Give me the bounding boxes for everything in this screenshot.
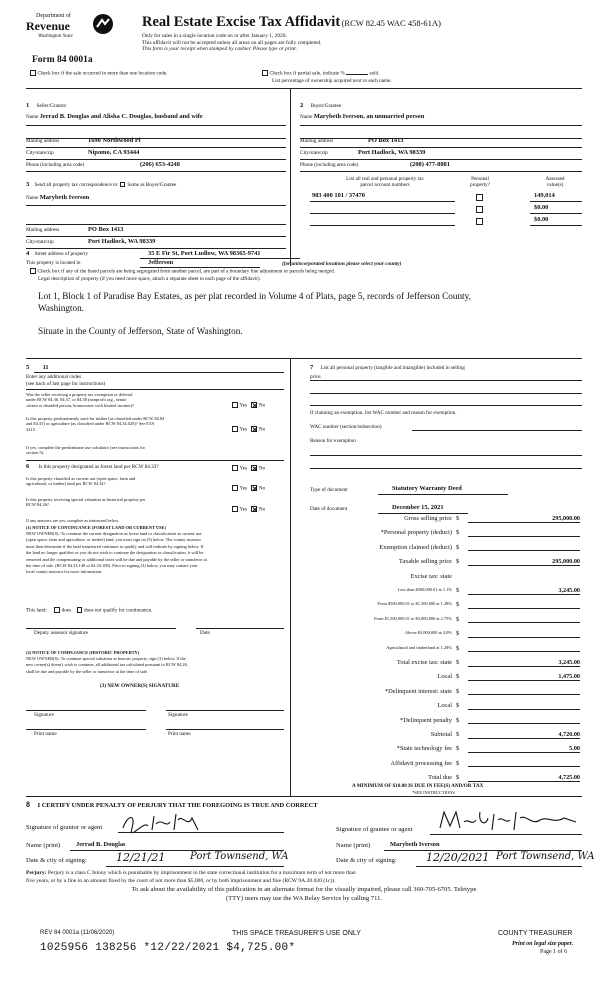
notice1-line: the time of sale. (RCW 84.33.140 or 84.34.108). Prior to signing (3) below, you may contact your: [26, 562, 198, 568]
tax-row-amount[interactable]: 3,245.00: [468, 659, 580, 667]
buyer-city-field[interactable]: Port Hadlock, WA 98339: [358, 149, 426, 156]
correspondence-name-row: [26, 194, 89, 202]
q2-line1: Is this property predominantly used for timber (as classified under RCW 84.84: [26, 416, 165, 421]
tax-row-label: Less than $500,000.01 at 1.1%: [397, 587, 452, 592]
dollar-sign: $: [456, 687, 460, 695]
form-notice-1: Only for sales in a single location code on or after January 1, 2020.: [142, 33, 287, 40]
tax-row: [310, 573, 580, 581]
historic-yes-checkbox[interactable]: [232, 506, 238, 512]
perjury-text-1: Perjury is a class C felony which is punishable by imprisonment in the state correctional institution for a maximum term of not more than: [47, 870, 356, 876]
segregated-row: [30, 268, 590, 275]
seller-city-label: City/state/zip: [26, 150, 54, 156]
q-current-use-line1: Is this property classified as current use (open space, farm and: [26, 476, 136, 481]
dor-state-label: Washington State: [38, 34, 73, 39]
tax-row-amount[interactable]: 295,000.00: [468, 558, 580, 566]
tax-row-label: Above $3,000,000 at 3.0%: [404, 630, 452, 636]
document-type-field[interactable]: Statutory Warranty Deed: [392, 485, 462, 492]
calc-note-line2: section 5).: [26, 450, 45, 456]
street-address-field[interactable]: 35 E Fir St, Port Ludlow, WA 98365-9741: [148, 250, 261, 257]
q2-line3: 3215.: [26, 426, 36, 432]
tax-row-amount[interactable]: 5.00: [468, 745, 580, 753]
section5-number: 5: [26, 364, 30, 371]
current-use-yes-checkbox[interactable]: [232, 485, 238, 491]
seller-section-number: 1: [26, 102, 30, 109]
located-in-field[interactable]: Jefferson: [148, 259, 174, 266]
assessed-header-line2: value(s): [546, 182, 564, 189]
seller-section-header: [26, 102, 66, 110]
historic-no-checkbox[interactable]: [251, 506, 257, 512]
dollar-sign: $: [456, 716, 460, 724]
notice-continuance-text: [26, 531, 288, 576]
forest-question: [26, 463, 159, 471]
q1-line3: citizen or disabled person, homeowner with limited income)?: [26, 402, 134, 408]
yes-label: Yes: [239, 485, 248, 492]
no-label: No: [258, 465, 266, 472]
partial-sale-row: [262, 70, 379, 77]
section7-header: [310, 364, 580, 372]
seller-name-field[interactable]: Jerrad B. Douglas and Alisha C. Douglas, husband and wife: [39, 113, 203, 120]
location-code-field[interactable]: 11: [42, 364, 49, 371]
tax-row-amount[interactable]: 1,475.00: [468, 673, 580, 681]
tax-row: [310, 774, 580, 782]
historic-yes-no: [232, 506, 265, 513]
no-label: No: [258, 426, 266, 433]
tax-row: [310, 673, 580, 681]
multi-location-checkbox[interactable]: [30, 70, 36, 76]
see-back-label: (see back of last page for instructions): [26, 381, 106, 387]
tax-row: [310, 659, 580, 667]
buyer-section-number: 2: [300, 102, 304, 109]
yes-label: Yes: [239, 465, 248, 472]
assessed-value-field[interactable]: 149,014: [534, 192, 555, 199]
grantor-date-label: Date & city of signing:: [26, 857, 87, 864]
grantor-signature-label: Signature of grantor or agent: [26, 824, 103, 831]
owner-signature-2-label: Signature: [168, 712, 188, 718]
tax-row-label: Exemption claimed (deduct): [379, 543, 452, 551]
form-notice-3: This form is your receipt when stamped by cashier. Please type or print.: [142, 46, 297, 53]
calc-note-line1: If yes, complete the predominate use calculator (see instructions for: [26, 445, 145, 450]
tax-row-amount[interactable]: [468, 616, 580, 624]
seller-name-row: [26, 113, 286, 121]
certify-row: [26, 800, 318, 810]
tax-row: [310, 645, 580, 653]
treasurer-use-only: THIS SPACE TREASURER'S USE ONLY: [232, 930, 361, 937]
deputy-date-label: Date: [200, 630, 210, 636]
notice1-line: must then determine if the land transferred continues to qualify and will indicate by signing below. If: [26, 543, 204, 549]
q1-line1: Was the seller receiving a property tax exemption or deferral: [26, 392, 133, 397]
segregated-checkbox[interactable]: [30, 268, 36, 274]
dollar-sign: $: [456, 659, 460, 666]
q2-line2: and 84.33) or agriculture (as classified under RCW 84.34.020)? See ETA: [26, 421, 155, 427]
dollar-sign: $: [456, 615, 460, 623]
owner-print-name-label: Print name: [34, 731, 57, 737]
alternate-format-line1: To ask about the availability of this publication in an alternate format for the visually impaired, please call 360-705-6705. Teletype: [131, 886, 477, 893]
multi-location-row: [30, 70, 167, 77]
buyer-name-label: Name: [300, 114, 313, 120]
tax-row: [310, 558, 580, 566]
q-historic-line2: RCW 84.26?: [26, 502, 49, 508]
tax-row: [310, 587, 580, 595]
same-as-buyer-checkbox[interactable]: [120, 182, 126, 188]
no-label: No: [258, 402, 266, 409]
does-not-qualify-checkbox[interactable]: [77, 607, 83, 613]
grantor-date-field[interactable]: 12/21/21: [116, 851, 166, 864]
alternate-format-note: [26, 886, 582, 904]
forest-yes-no: [232, 465, 265, 472]
dollar-sign: $: [456, 673, 460, 681]
tax-row-label: *State technology fee: [396, 745, 452, 753]
exemption-yes-checkbox[interactable]: [232, 402, 238, 408]
exemption-reason-label: Reason for exemption: [310, 438, 356, 444]
timber-question: [26, 416, 226, 432]
tax-row-amount[interactable]: [468, 717, 580, 725]
tax-row: [310, 601, 580, 609]
tax-row-label: Local: [437, 702, 452, 710]
tax-row-amount[interactable]: [468, 645, 580, 653]
county-treasurer: COUNTY TREASURER: [498, 930, 573, 937]
dollar-sign: $: [456, 731, 460, 738]
section8-number: 8: [26, 800, 30, 809]
yes-label: Yes: [239, 426, 248, 433]
section6-number: 6: [26, 463, 30, 470]
tax-row-label: From $500,000.01 to $1,500,000 at 1.28%: [377, 601, 452, 607]
dollar-sign: $: [456, 745, 460, 753]
q-historic-line1: Is this property receiving special valuation as historical property per: [26, 497, 146, 502]
owner-signature-label: Signature: [34, 712, 54, 718]
no-label: No: [258, 506, 266, 513]
located-in-label: This property is located in: [26, 260, 81, 266]
dollar-sign: $: [456, 630, 460, 638]
this-land-row: [26, 607, 152, 614]
forest-no-checkbox[interactable]: [251, 465, 257, 471]
minimum-fee-note: A MINIMUM OF $10.00 IS DUE IN FEE(S) AND/OR TAX: [352, 783, 484, 789]
personal-header-line2: property?: [470, 182, 490, 189]
assessed-value-field[interactable]: $0.00: [534, 216, 549, 223]
tax-row-amount[interactable]: 4,720.00: [468, 731, 580, 739]
dor-revenue-label: Revenue: [26, 19, 70, 33]
form-title-block: [142, 14, 582, 53]
seller-mailing-label: Mailing address: [26, 138, 60, 144]
document-type-label: Type of document: [310, 487, 348, 493]
unincorporated-note: (for unincorporated locations please select your county): [282, 261, 402, 267]
tax-row: [310, 515, 580, 523]
exemption-question: [26, 392, 226, 408]
assessed-header: [530, 176, 580, 188]
grantee-signature-scrawl: [436, 808, 582, 834]
notice2-line: shall be due and payable by the seller or transferor at the time of sale.: [26, 668, 149, 674]
seller-mailing-field[interactable]: 1690 Northwood Pl: [88, 137, 141, 144]
partial-sale-sold: sold.: [369, 70, 380, 77]
tax-row-amount[interactable]: 3,245.00: [468, 587, 580, 595]
exemption-claim-label: If claiming an exemption, list WAC number and reason for exemption.: [310, 410, 457, 416]
tax-row-amount[interactable]: [468, 688, 580, 696]
dollar-sign: $: [456, 702, 460, 710]
alternate-format-line2: (TTY) users may use the WA Relay Service by calling 711.: [225, 894, 383, 902]
tax-row-amount[interactable]: [468, 702, 580, 710]
tax-row-amount[interactable]: [468, 760, 580, 768]
partial-sale-label: Check box if partial sale, indicate %: [269, 70, 345, 77]
personal-property-checkbox[interactable]: [476, 194, 483, 201]
legal-description-text[interactable]: [38, 290, 583, 337]
correspondence-label: Send all property tax correspondence to:: [34, 182, 119, 188]
grantee-name-label: Name (print): [336, 842, 371, 849]
street-address-label: Street address of property: [34, 251, 89, 257]
if-yes-note: If any answers are yes, complete as instructed below.: [26, 518, 120, 523]
personal-property-checkbox[interactable]: [476, 218, 483, 225]
timber-no-checkbox[interactable]: [251, 426, 257, 432]
parcel-header-line1: List all real and personal property tax: [346, 176, 424, 182]
buyer-phone-field[interactable]: (208) 477-8081: [410, 161, 450, 168]
correspondence-row: [26, 181, 176, 189]
tax-row-label: Subtotal: [430, 731, 452, 738]
dollar-sign: $: [456, 558, 460, 566]
seller-city-field[interactable]: Nipomo, CA 93444: [88, 149, 140, 156]
tax-row-amount[interactable]: [468, 544, 580, 552]
does-label: does: [61, 607, 72, 614]
treasurer-stamp: 1025956 138256 *12/22/2021 $4,725.00*: [40, 942, 296, 954]
street-address-row: [26, 250, 88, 258]
tax-row-label: From $1,500,000.01 to $3,000,000 at 2.75%: [374, 615, 452, 621]
partial-sale-list-note: List percentage of ownership acquired next to each name.: [272, 78, 392, 84]
this-land-label: This land:: [26, 607, 47, 614]
seller-phone-field[interactable]: (206) 653-4248: [140, 161, 180, 168]
grantor-city-field[interactable]: Port Townsend, WA: [190, 851, 289, 862]
tax-row-label: Local: [437, 673, 452, 681]
partial-sale-checkbox[interactable]: [262, 70, 268, 76]
perjury-label: Perjury:: [26, 870, 47, 876]
correspondence-city-field[interactable]: Port Hadlock, WA 98339: [88, 238, 156, 245]
certify-statement: I CERTIFY UNDER PENALTY OF PERJURY THAT THE FOREGOING IS TRUE AND CORRECT: [37, 802, 318, 809]
property-section-number: 4: [26, 250, 30, 257]
buyer-section-label: Buyer/Grantee: [310, 103, 342, 109]
timber-yes-no: [232, 426, 265, 433]
assessed-value-field[interactable]: $0.00: [534, 204, 549, 211]
tax-row-label: Agricultural and timberland at 1.28%: [386, 644, 452, 650]
personal-property-list-label: List all personal property (tangible and intangible) included in selling: [320, 365, 465, 371]
tax-row-label: *Personal property (deduct): [380, 529, 452, 537]
correspondence-name-field[interactable]: Marybeth Iverson: [39, 194, 90, 201]
current-use-no-checkbox[interactable]: [251, 485, 257, 491]
deputy-assessor-signature-label: Deputy assessor signature: [34, 630, 88, 636]
tax-row: [310, 702, 580, 710]
buyer-phone-label: Phone (including area code): [300, 162, 359, 168]
multi-location-label: Check box if the sale occurred in more than one location code.: [37, 70, 168, 77]
notice1-line: (open space, farm and agriculture, or timber) land, you must sign on (3) below. The county assessor: [26, 537, 201, 543]
tax-row-amount[interactable]: 295,000.00: [468, 515, 580, 523]
grantee-name-field[interactable]: Marybeth Iverson: [390, 841, 440, 848]
form-number: Form 84 0001a: [32, 55, 93, 65]
form-notice-2: This affidavit will not be accepted unless all areas on all pages are fully completed.: [142, 39, 322, 46]
notice2-line: NEW OWNER(S): To continue special valuation as historic property, sign (3) below. If the: [26, 656, 186, 661]
dor-logo: [26, 13, 116, 43]
correspondence-mailing-field[interactable]: PO Box 1413: [88, 226, 124, 233]
tax-row-label: Gross selling price: [404, 515, 452, 522]
correspondence-section-number: 3: [26, 181, 30, 188]
dollar-sign: $: [456, 515, 460, 522]
new-owner-signature-title: (3) NEW OWNER(S) SIGNATURE: [100, 683, 180, 689]
historic-question: [26, 497, 226, 508]
no-label: No: [258, 485, 266, 492]
same-as-buyer-label: Same as Buyer/Grantee: [127, 182, 177, 188]
does-qualify-checkbox[interactable]: [54, 607, 60, 613]
correspondence-city-label: City/state/zip: [26, 239, 54, 245]
grantor-signature-scrawl: [118, 810, 278, 834]
grantee-date-field[interactable]: 12/20/2021: [426, 851, 490, 864]
notice1-line: NEW OWNER(S): To continue the current designation as forest land or classification as current use: [26, 531, 202, 536]
dollar-sign: $: [456, 774, 460, 782]
seller-name-label: Name: [26, 114, 39, 120]
owner-print-name-2-label: Print name: [168, 731, 191, 737]
tax-row-label: *Delinquent penalty: [400, 716, 452, 724]
tax-row: [310, 717, 580, 725]
segregated-label: Check box if any of the listed parcels are being segregated from another parcel, are part of a boundary line adjustment or parcels being merged.: [37, 268, 335, 275]
dollar-sign: $: [456, 543, 460, 551]
correspondence-mailing-label: Mailing address: [26, 227, 60, 233]
current-use-yes-no: [232, 485, 265, 492]
does-not-label: does not qualify for continuance.: [84, 607, 153, 614]
tax-row: [310, 630, 580, 638]
legal-description-label: Legal description of property (if you need more space, attach a separate sheet to each page of the affidavit).: [38, 276, 261, 282]
tax-row-label: Total due: [428, 774, 452, 782]
q-current-use-line2: agricultural, or timber) land per RCW 84.34?: [26, 481, 106, 487]
exemption-no-checkbox[interactable]: [251, 402, 257, 408]
calculator-note: [26, 445, 226, 456]
tax-row: [310, 529, 580, 537]
notice2-line: new owner(s) doesn't wish to continue, all additional tax calculated pursuant to RCW 84.26,: [26, 662, 188, 668]
grantor-name-label: Name (print): [26, 842, 61, 849]
notice-continuance-title: (1) NOTICE OF CONTINUANCE (FOREST LAND OR CURRENT USE): [26, 525, 166, 530]
wac-number-label: WAC number (section/subsection): [310, 424, 382, 430]
notice-compliance-text: [26, 656, 288, 675]
tax-row: [310, 760, 580, 768]
tax-row-amount[interactable]: 4,725.00: [468, 774, 580, 782]
dollar-sign: $: [456, 644, 460, 652]
tax-row-amount[interactable]: [468, 601, 580, 609]
buyer-section-header: [300, 102, 341, 110]
notice1-line: the land no longer qualifies or you do not wish to continue the designation or classification, it will be: [26, 550, 204, 556]
grantee-signature-label: Signature of grantee or agent: [336, 826, 413, 833]
q1-line2: under RCW 84.36, 84.37, or 84.38 (nonprofit org., senior: [26, 397, 127, 403]
tax-row: [310, 544, 580, 552]
tax-row-label: Affidavit processing fee: [390, 759, 452, 767]
exemption-yes-no: [232, 402, 265, 409]
timber-yes-checkbox[interactable]: [232, 426, 238, 432]
tax-row-amount[interactable]: [468, 529, 580, 537]
parcel-header: [320, 176, 450, 188]
tax-row: [310, 688, 580, 696]
buyer-name-field[interactable]: Marybeth Iverson, an unmarried person: [313, 113, 425, 120]
form-title-ref: (RCW 82.45 WAC 458-61A): [341, 18, 441, 28]
parcel-number-field[interactable]: 983 400 101 / 37470: [312, 192, 365, 199]
dollar-sign: $: [456, 759, 460, 767]
buyer-name-row: [300, 113, 580, 121]
section5-header: [26, 364, 49, 372]
dollar-sign: $: [456, 529, 460, 537]
section7-number: 7: [310, 364, 314, 371]
tax-row-label: Taxable selling price: [398, 558, 452, 566]
assessed-header-line1: Assessed: [545, 176, 565, 182]
tax-row: [310, 616, 580, 624]
notice1-line: local county assessor for more information.: [26, 569, 103, 575]
tax-row-label: *Delinquent interest: state: [384, 687, 452, 695]
notice1-line: removed and the compensating or additional taxes will be due and payable by the seller or transferor at: [26, 556, 207, 562]
dollar-sign: $: [456, 601, 460, 609]
tax-row: [310, 745, 580, 753]
document-date-field[interactable]: December 15, 2021: [392, 504, 444, 511]
perjury-notice: [26, 870, 582, 885]
tax-row-amount[interactable]: [468, 630, 580, 638]
buyer-mailing-label: Mailing address: [300, 138, 334, 144]
tax-row-label: Excise tax: state: [410, 572, 452, 580]
enter-codes-label: Enter any additional codes: [26, 374, 82, 380]
tax-row: [310, 731, 580, 739]
personal-header-line1: Personal: [471, 176, 489, 182]
forest-question-text: Is this property designated as forest land per RCW 84.33?: [38, 464, 159, 470]
document-date-label: Date of document: [310, 506, 348, 512]
tax-row-label: Total excise tax: state: [396, 659, 452, 666]
parcel-header-line2: parcel account numbers: [360, 182, 410, 189]
grantor-name-field[interactable]: Jerrad B. Douglas: [76, 841, 126, 848]
form-revision: REV 84 0001a (11/06/2020): [40, 930, 115, 936]
seller-section-label: Seller/Grantor: [36, 103, 67, 109]
buyer-city-label: City/state/zip: [300, 150, 328, 156]
personal-property-header: [460, 176, 500, 188]
page-number: Page 1 of 6: [540, 949, 568, 955]
current-use-question: [26, 476, 226, 487]
seller-phone-label: Phone (including area code): [26, 162, 85, 168]
dor-dept-label: Department of: [36, 13, 71, 19]
forest-yes-checkbox[interactable]: [232, 465, 238, 471]
legal-line-2: Washington.: [38, 303, 84, 314]
legal-line-1: Lot 1, Block 1 of Paradise Bay Estates, as per plat recorded in Volume 4 of Plats, page 5, records of Jefferson County,: [38, 291, 471, 301]
yes-label: Yes: [239, 506, 248, 513]
print-legal-note: Print on legal size paper.: [512, 941, 574, 947]
correspondence-name-label: Name: [26, 195, 39, 201]
yes-label: Yes: [239, 402, 248, 409]
buyer-mailing-field[interactable]: PO Box 1413: [368, 137, 404, 144]
perjury-text-2: five years, or by a fine in an amount fixed by the court of not more than $5,000, or by both imprisonment and fine (RCW 9A.20.020 (1c)).: [26, 877, 336, 884]
see-instructions-note: *SEE INSTRUCTIONS: [412, 790, 455, 795]
grantee-city-field[interactable]: Port Townsend, WA: [496, 851, 595, 862]
notice-compliance-title: (2) NOTICE OF COMPLIANCE (HISTORIC PROPERTY): [26, 650, 140, 655]
personal-property-checkbox[interactable]: [476, 206, 483, 213]
form-title: Real Estate Excise Tax Affidavit: [142, 14, 341, 30]
dor-logo-icon: [92, 13, 114, 35]
grantee-date-label: Date & city of signing:: [336, 857, 397, 864]
personal-property-list-label-2: price.: [310, 374, 322, 380]
legal-line-3: Situate in the County of Jefferson, State of Washington.: [38, 325, 243, 336]
dollar-sign: $: [456, 587, 460, 594]
